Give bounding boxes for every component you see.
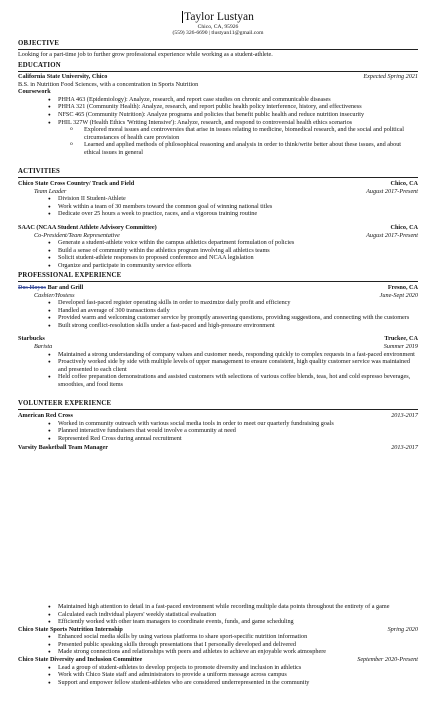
job-date: June-Sept 2020 <box>379 291 418 299</box>
professional-heading: PROFESSIONAL EXPERIENCE <box>18 272 418 282</box>
volunteer-date: September 2020-Present <box>357 655 418 663</box>
job-entry <box>18 335 418 388</box>
activity-role-row <box>18 232 418 240</box>
activities-heading: ACTIVITIES <box>18 168 418 178</box>
list-item: ● Organize and participate in community service efforts <box>18 262 418 270</box>
education-school-row <box>18 73 418 81</box>
list-item: ● Worked in community outreach with various social media tools in order to meet our quarterly fundraising goals <box>18 420 418 428</box>
list-item: ● Proactively worked side by side with multiple levels of upper management to ensure consistent, high quality customer service was maintained and presented to each client <box>18 358 418 373</box>
organization-name: American Red Cross <box>18 412 73 420</box>
list-item: ● PHHA 463 (Epidemiology): Analyze, research, and report case studies on chronic and communicable diseases <box>18 96 418 104</box>
job-org-row <box>18 335 418 343</box>
list-item: o Learned and applied methods of philosophical reasoning and analysis in order to think/write better about these issues, and about ethical issues in general <box>18 141 418 156</box>
job-title: Barista <box>34 343 53 351</box>
activity-entry <box>18 224 418 269</box>
employer-name: Starbucks <box>18 335 45 343</box>
list-item: ● Maintained a strong understanding of company values and customer needs, responding quickly to complex requests in a fast-paced environment <box>18 351 418 359</box>
list-item: ● Presented public speaking skills through presentations that I personally developed and delivered <box>18 641 418 649</box>
volunteer-bullets <box>18 633 418 656</box>
activity-location: Chico, CA <box>390 223 418 231</box>
role-title: Team Leader <box>34 187 67 195</box>
list-item: ● Dedicate over 25 hours a week to practice, races, and a vigorous training routine <box>18 210 418 218</box>
list-item: ● Held coffee preparation demonstrations and assisted customers with selections of various coffee blends, teas, hot and cold espresso beverages, smoothies, and food items <box>18 373 418 388</box>
list-item: ● Efficiently worked with other team managers to coordinate events, funds, and game scheduling <box>18 618 418 626</box>
coursework-sub-list <box>18 126 418 156</box>
list-item: ● Generate a student-athlete voice within the campus athletics department formulation of policies <box>18 239 418 247</box>
activity-entry <box>18 180 418 218</box>
activity-bullets <box>18 195 418 218</box>
activity-org-row <box>18 224 418 232</box>
list-item: ● Solicit student-athlete responses to proposed conference and NCAA legislation <box>18 254 418 262</box>
misspelled-word[interactable]: Dos Hoyos <box>18 284 47 292</box>
list-item: ● Provided warm and welcoming customer service by promptly answering questions, providing suggestions, and connecting with the customers <box>18 314 418 322</box>
volunteer-date: 2013-2017 <box>391 412 418 420</box>
volunteer-entry <box>18 412 418 442</box>
volunteer-date: Spring 2020 <box>387 625 418 633</box>
activity-bullets <box>18 239 418 269</box>
volunteer-org-row <box>18 412 418 420</box>
professional-section <box>18 272 418 388</box>
job-date: Summer 2019 <box>383 343 418 351</box>
employer-name-text: Bar and Grill <box>46 284 84 292</box>
volunteer-org-row <box>18 656 418 664</box>
objective-text: Looking for a part-time job to further grow professional experience while working as a student-athlete. <box>18 51 273 59</box>
job-role-row <box>18 343 418 351</box>
location: Chico, CA, 95926 <box>197 23 239 30</box>
volunteer-org-row <box>18 444 418 452</box>
job-role-row <box>18 292 418 300</box>
job-bullets <box>18 351 418 389</box>
list-item: ● Work within a team of 30 members toward the common goal of winning national titles <box>18 203 418 211</box>
list-item: o Explored moral issues and controversies that arise in issues relating to medicine, biomedical research, and the social and political circumstances of health care provision <box>18 126 418 141</box>
volunteer-section <box>18 400 418 452</box>
job-org-row <box>18 284 418 292</box>
graduation-date: Expected Spring 2021 <box>363 73 418 81</box>
list-item: ● Lead a group of student-athletes to develop projects to promote diversity and inclusion in athletics <box>18 664 418 672</box>
list-item: ● Support and empower fellow student-athletes who are considered underrepresented in the community <box>18 679 418 687</box>
objective-heading: OBJECTIVE <box>18 40 418 50</box>
activity-org-row <box>18 180 418 188</box>
employer-name <box>18 284 83 292</box>
organization-name: SAAC (NCAA Student Athlete Advisory Committee) <box>18 223 157 231</box>
volunteer-bullets <box>18 420 418 443</box>
role-date: August 2017-Present <box>366 231 418 239</box>
list-item: ● Calculated each individual players' weekly statistical evaluation <box>18 611 418 619</box>
list-item: ● Developed fast-paced register operating skills in order to maximize daily profit and efficiency <box>18 299 418 307</box>
degree: B.S. in Nutrition Food Sciences, with a concentration in Sports Nutrition <box>18 80 199 88</box>
list-item: ● Made strong connections and relationships with peers and athletes to achieve an enjoyable work atmosphere <box>18 648 418 656</box>
volunteer-entry <box>18 656 418 686</box>
resume-header <box>18 0 418 37</box>
organization-name: Chico State Sports Nutrition Internship <box>18 625 123 633</box>
candidate-name-text: Taylor Lustyan <box>184 11 254 23</box>
volunteer-entry <box>18 626 418 656</box>
job-title: Cashier/Hostess <box>34 291 75 299</box>
candidate-name <box>18 11 418 24</box>
school-name: California State University, Chico <box>18 73 108 81</box>
list-item: ● Planned interactive fundraisers that would involve a community at need <box>18 427 418 435</box>
objective-section <box>18 40 418 59</box>
activity-location: Chico, CA <box>390 180 418 188</box>
list-item: ● Division II Student-Athlete <box>18 195 418 203</box>
volunteer-org-row <box>18 626 418 634</box>
list-item: ● Work with Chico State staff and administrators to provide a uniform message across campus <box>18 671 418 679</box>
job-location: Truckee, CA <box>384 335 418 343</box>
organization-name: Chico State Cross Country/ Track and Field <box>18 180 135 188</box>
role-title: Co-President/Team Representative <box>34 231 120 239</box>
activities-section <box>18 168 418 269</box>
list-item: ● PHIL 327W (Health Ethics 'Writing Intensive'): Analyze, research, and respond to controversial health ethics scenarios <box>18 119 418 127</box>
page-break <box>0 518 436 600</box>
organization-name: Varsity Basketball Team Manager <box>18 444 109 452</box>
job-bullets <box>18 299 418 329</box>
coursework-list <box>18 96 418 126</box>
volunteer-entry <box>18 444 418 452</box>
coursework-label: Coursework <box>18 88 51 96</box>
job-entry <box>18 284 418 329</box>
list-item: ● Handled an average of 300 transactions daily <box>18 307 418 315</box>
list-item: ● Built strong conflict-resolution skills under a fast-paced and high-pressure environment <box>18 322 418 330</box>
list-item: ● Build a sense of community within the athletics program involving all athletics teams <box>18 247 418 255</box>
education-section <box>18 62 418 156</box>
job-location: Fresno, CA <box>387 284 418 292</box>
volunteer-date: 2013-2017 <box>391 444 418 452</box>
activity-role-row <box>18 188 418 196</box>
role-date: August 2017-Present <box>366 187 418 195</box>
manager-bullets <box>18 600 418 626</box>
education-heading: EDUCATION <box>18 62 418 72</box>
list-item: ● Maintained high attention to detail in a fast-paced environment while recording multiple data points throughout the entirety of a game <box>18 603 418 611</box>
volunteer-heading: VOLUNTEER EXPERIENCE <box>18 400 418 410</box>
volunteer-bullets <box>18 664 418 687</box>
list-item: ● NFSC 465 (Community Nutrition): Analyze programs and policies that benefit public health and reduce nutrition insecurity <box>18 111 418 119</box>
contact-info: (559) 326-6690 | tlustyan11@gmail.com <box>172 30 264 37</box>
list-item: ● Enhanced social media skills by using various platforms to share sport-specific nutrition information <box>18 633 418 641</box>
list-item: ● Represented Red Cross during annual recruitment <box>18 435 418 443</box>
list-item: ● PHHA 321 (Community Health): Analyze, research, and report public health policy interference, history, and effectiveness <box>18 103 418 111</box>
organization-name: Chico State Diversity and Inclusion Committee <box>18 655 143 663</box>
resume-page-2 <box>0 600 436 711</box>
